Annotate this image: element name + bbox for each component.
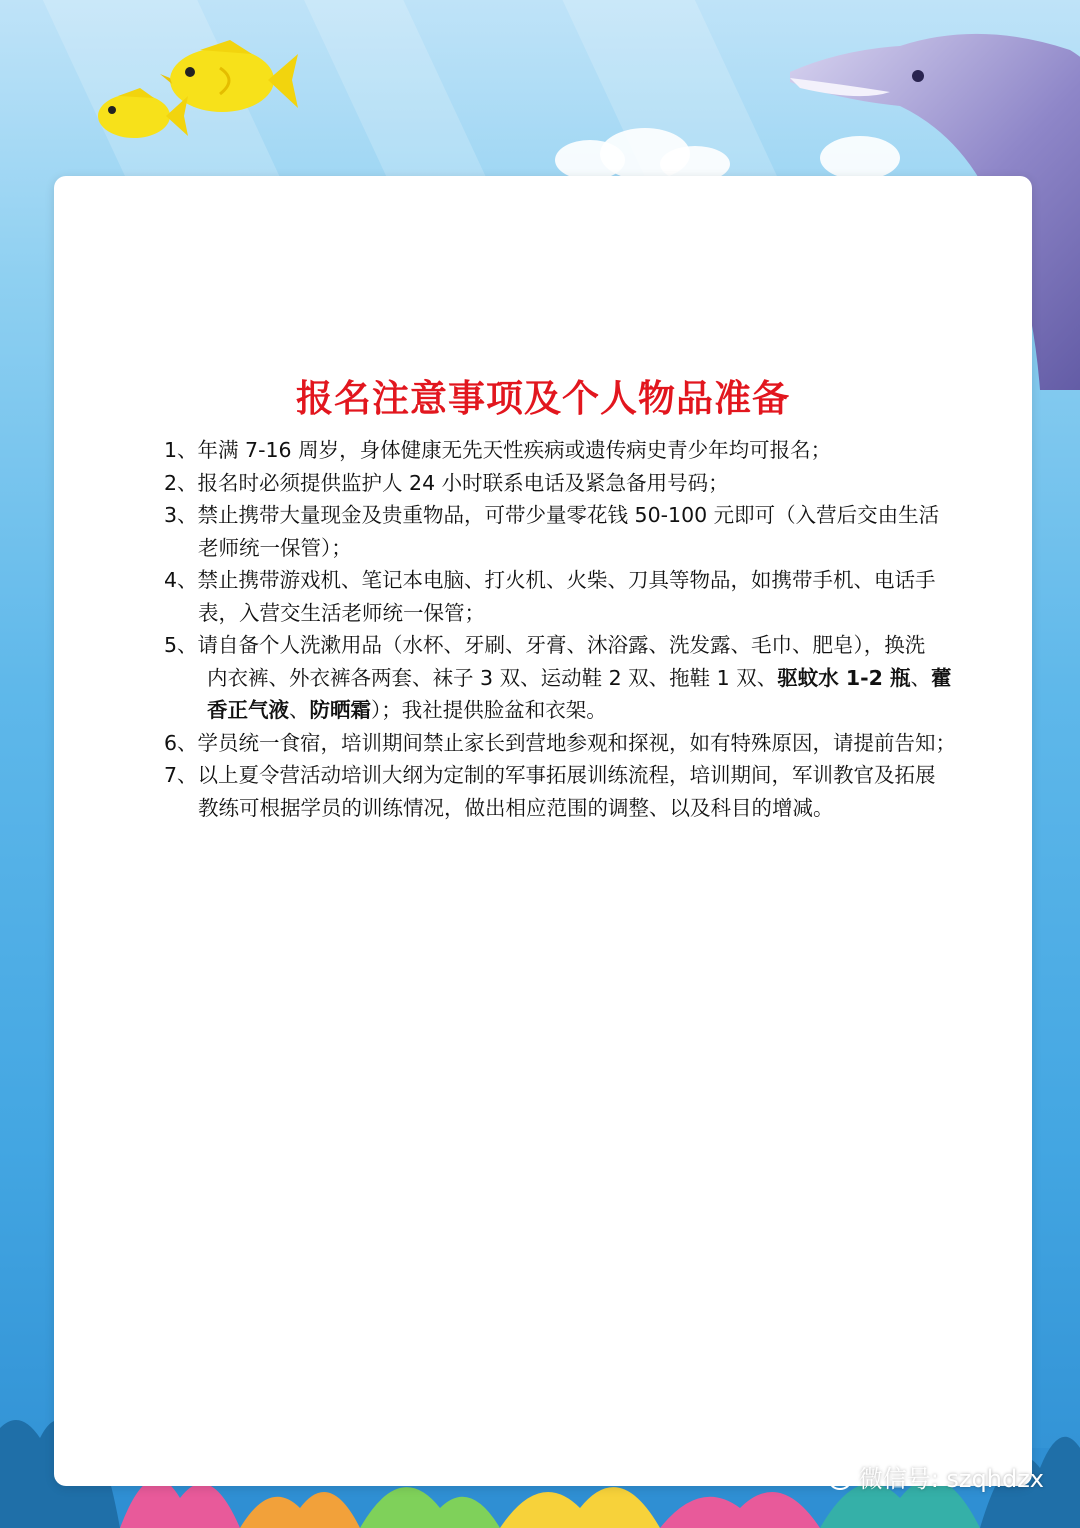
wechat-watermark — [817, 1459, 1044, 1494]
notice-line — [164, 499, 984, 532]
wechat-icon — [817, 1463, 851, 1491]
watermark-text: 微信号: szqhdzx — [858, 1465, 1044, 1493]
text-segment: 、 — [910, 665, 932, 690]
notice-line — [164, 564, 984, 597]
notice-line — [164, 434, 984, 467]
content-card — [54, 176, 1032, 1486]
notice-item — [164, 564, 984, 629]
bold-text: 藿 — [931, 665, 952, 690]
text-segment: 教练可根据学员的训练情况，做出相应范围的调整、以及科目的增减。 — [198, 795, 834, 820]
notice-item — [164, 467, 984, 500]
page-title: 报名注意事项及个人物品准备 — [296, 377, 790, 420]
text-segment: 表，入营交生活老师统一保管； — [198, 600, 485, 625]
text-segment: 7、以上夏令营活动培训大纲为定制的军事拓展训练流程，培训期间，军训教官及拓展 — [164, 763, 936, 787]
text-segment: 6、学员统一食宿，培训期间禁止家长到营地参观和探视，如有特殊原因，请提前告知； — [164, 730, 957, 755]
bold-text: 香正气液 — [207, 698, 289, 722]
text-segment: 3、禁止携带大量现金及贵重物品，可带少量零花钱 50-100 元即可（入营后交由生活 — [164, 503, 940, 527]
bold-text: 防晒霜 — [309, 698, 371, 722]
notice-line — [164, 792, 984, 825]
notice-item — [164, 759, 984, 824]
text-segment: 5、请自备个人洗漱用品（水杯、牙刷、牙膏、沐浴露、洗发露、毛巾、肥皂），换洗 — [164, 633, 926, 657]
text-segment: 内衣裤、外衣裤各两套、袜子 3 双、运动鞋 2 双、拖鞋 1 双、 — [207, 665, 778, 690]
notice-item — [164, 727, 984, 760]
notice-line — [164, 629, 984, 662]
notice-line — [164, 662, 984, 695]
notice-line — [164, 532, 984, 565]
bold-text: 驱蚊水 1-2 瓶 — [777, 665, 911, 690]
notice-line — [164, 759, 984, 792]
text-segment: 、 — [289, 698, 310, 722]
notice-item — [164, 499, 984, 564]
text-segment: 2、报名时必须提供监护人 24 小时联系电话及紧急备用号码； — [164, 470, 729, 495]
notice-line — [164, 694, 984, 727]
text-segment: ）；我社提供脸盆和衣架。 — [371, 698, 607, 722]
text-segment: 1、年满 7-16 周岁，身体健康无先天性疾病或遗传病史青少年均可报名； — [164, 438, 832, 462]
notice-item — [164, 629, 984, 727]
notice-item — [164, 434, 984, 467]
yellow-fish-icon — [92, 86, 188, 142]
text-segment: 老师统一保管）； — [198, 535, 352, 560]
notice-line — [164, 727, 984, 760]
notice-list — [164, 434, 984, 824]
notice-line — [164, 467, 984, 500]
text-segment: 4、禁止携带游戏机、笔记本电脑、打火机、火柴、刀具等物品，如携带手机、电话手 — [164, 568, 936, 592]
notice-line — [164, 597, 984, 630]
